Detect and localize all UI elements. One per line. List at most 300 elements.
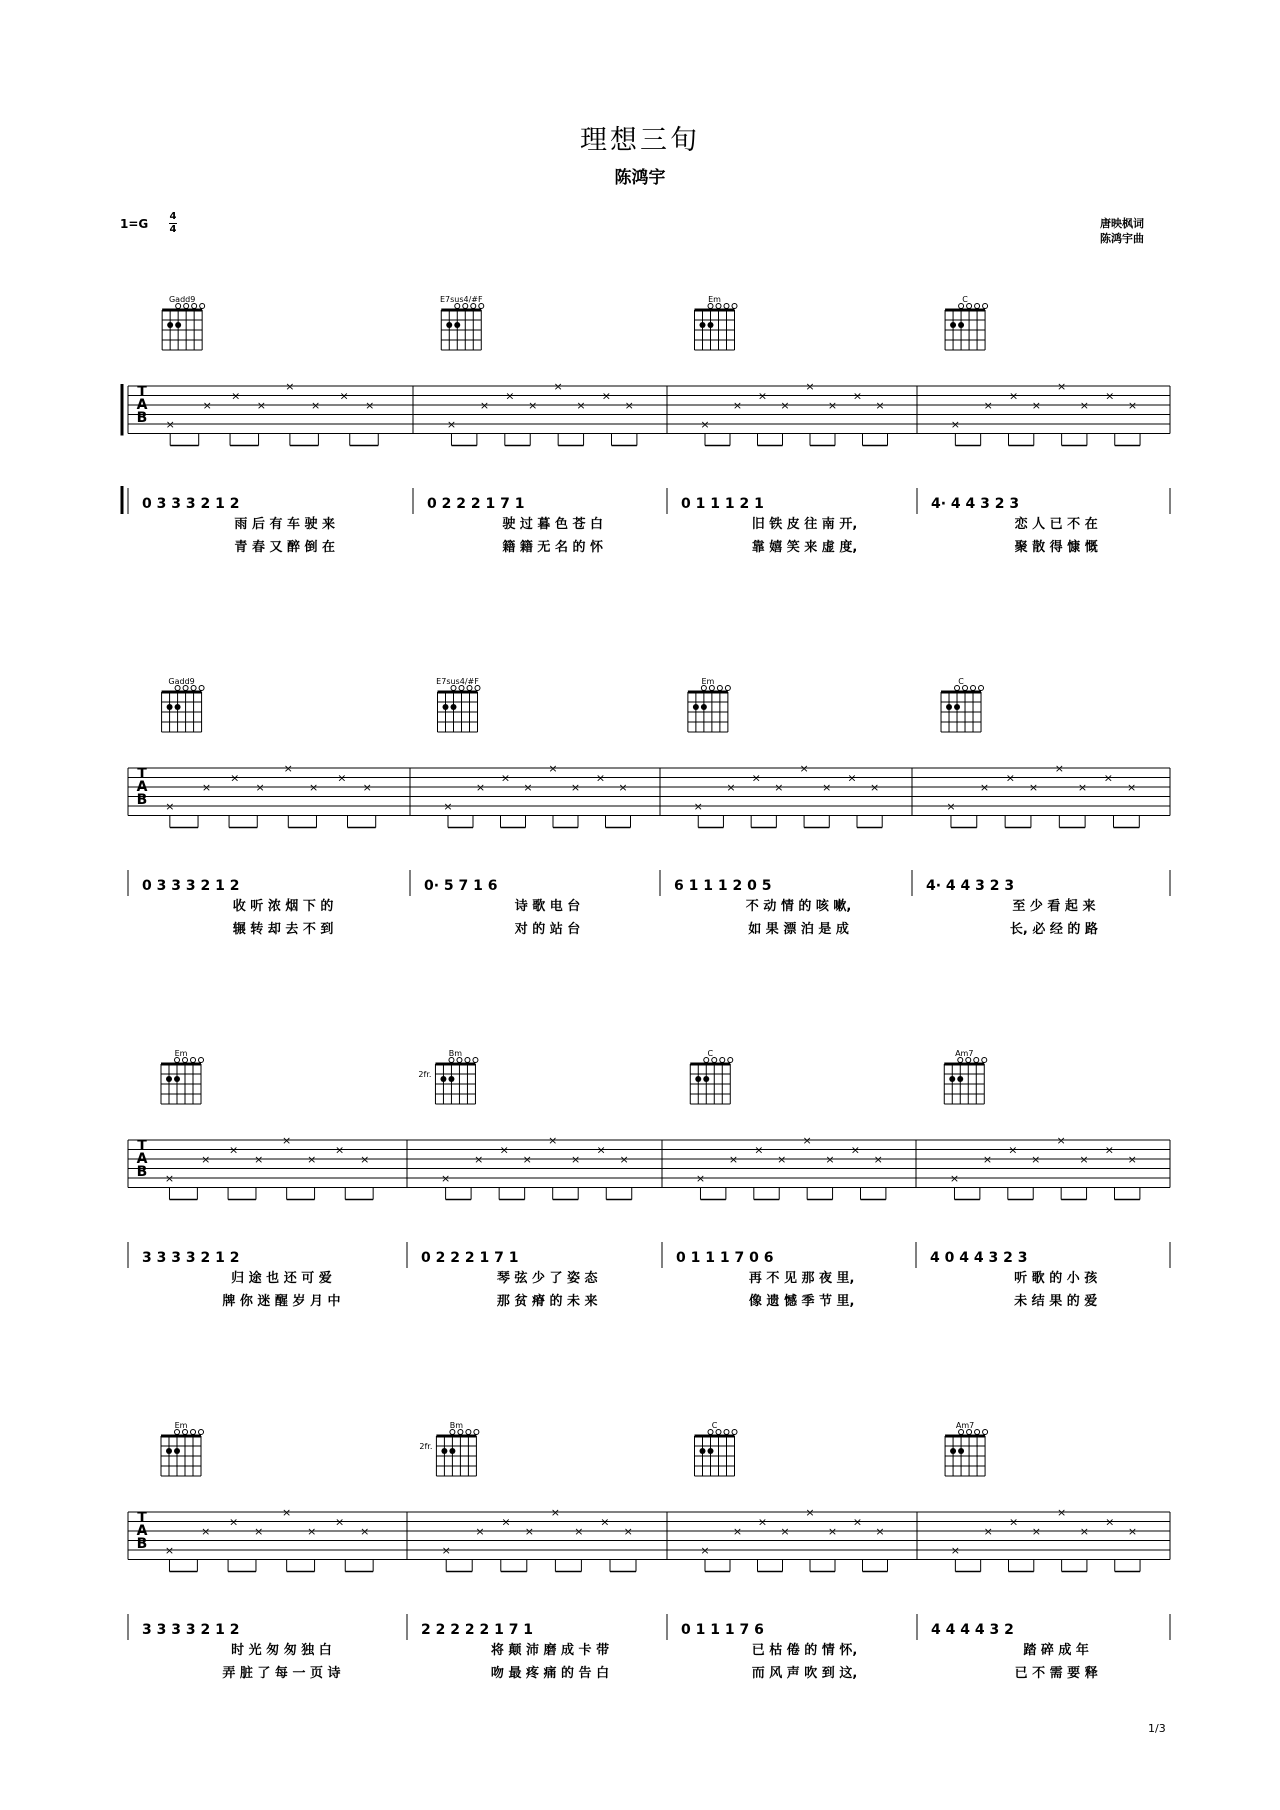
tab-note-mark: × <box>946 800 956 813</box>
tab-note-mark: × <box>231 389 241 403</box>
open-string-marker <box>199 1058 204 1063</box>
open-string-marker <box>191 1058 196 1063</box>
tab-clef-letter: B <box>136 792 148 808</box>
lyrics-verse-2: 籍 籍 无 名 的 怀 <box>502 540 604 555</box>
open-string-marker <box>176 304 181 309</box>
finger-dot <box>700 322 706 328</box>
tab-note-mark: × <box>285 380 295 393</box>
tab-note-mark: × <box>950 418 960 431</box>
open-string-marker <box>967 304 972 309</box>
open-string-marker <box>475 686 480 691</box>
numbered-notes: 4· 4 4 3 2 3 <box>926 878 1015 894</box>
open-string-marker <box>966 1058 971 1063</box>
chord-diagram <box>161 1049 204 1104</box>
chord-diagram <box>418 1049 478 1104</box>
tab-clef-letter: A <box>136 779 148 795</box>
finger-dot <box>954 704 960 710</box>
tab-note-mark: × <box>524 1525 535 1538</box>
tab-note-mark: × <box>774 781 784 794</box>
tab-clef-letter: T <box>137 766 147 782</box>
tab-note-mark: × <box>780 399 790 412</box>
tab-note-mark: × <box>751 771 761 785</box>
open-string-marker <box>704 1058 709 1063</box>
chord-diagram <box>436 677 480 732</box>
fret-label: 2fr. <box>418 1070 432 1079</box>
tab-note-mark: × <box>1127 1525 1138 1538</box>
tab-note-mark: × <box>852 389 863 403</box>
tab-note-mark: × <box>365 399 375 412</box>
open-string-marker <box>975 1430 980 1435</box>
tab-note-mark: × <box>570 781 581 794</box>
numbered-notes: 0 1 1 1 7 6 <box>681 1622 764 1638</box>
open-string-marker <box>474 1430 479 1435</box>
lyrics-verse-2: 如 果 漂 泊 是 成 <box>748 922 849 937</box>
tab-note-mark: × <box>1077 781 1088 794</box>
open-string-marker <box>979 686 984 691</box>
open-string-marker <box>184 304 189 309</box>
lyrics-verse-1: 归 途 也 还 可 爱 <box>231 1271 332 1286</box>
lyrics-verse-2: 聚 散 得 慷 慨 <box>1014 540 1098 555</box>
tab-note-mark: × <box>873 1153 883 1166</box>
finger-dot <box>958 322 964 328</box>
tab-note-mark: × <box>757 389 768 403</box>
tab-clef-letter: A <box>136 397 148 413</box>
chord-name: Em <box>174 1049 188 1058</box>
open-string-marker <box>200 304 205 309</box>
finger-dot <box>958 1448 964 1454</box>
finger-dot <box>950 1448 956 1454</box>
numbered-notes: 4 4 4 4 3 2 <box>931 1622 1014 1638</box>
tab-note-mark: × <box>618 781 628 794</box>
tab-note-mark: × <box>847 771 857 785</box>
tab-note-mark: × <box>360 1525 370 1538</box>
tab-clef-letter: A <box>136 1151 148 1167</box>
open-string-marker <box>716 1430 721 1435</box>
open-string-marker <box>199 686 204 691</box>
finger-dot <box>950 322 956 328</box>
finger-dot <box>708 1448 714 1454</box>
lyrics-verse-1: 时 光 匆 匆 独 白 <box>231 1643 332 1658</box>
tab-note-mark: × <box>165 800 175 813</box>
open-string-marker <box>701 686 706 691</box>
tab-note-mark: × <box>553 380 563 393</box>
lyrics-verse-2: 那 贫 瘠 的 未 来 <box>496 1294 598 1309</box>
tab-note-mark: × <box>1056 1134 1066 1147</box>
numbered-notes: 6 1 1 1 2 0 5 <box>674 878 772 894</box>
open-string-marker <box>457 1058 462 1063</box>
tab-note-mark: × <box>695 1172 706 1185</box>
chord-name: E7sus4/#F <box>436 677 479 686</box>
chord-name: Am7 <box>955 1421 975 1430</box>
tab-note-mark: × <box>1103 771 1113 785</box>
tab-note-mark: × <box>619 1153 629 1166</box>
tab-note-mark: × <box>282 1506 292 1519</box>
tab-note-mark: × <box>596 1143 606 1157</box>
tab-note-mark: × <box>822 781 832 794</box>
tab-note-mark: × <box>548 1134 558 1147</box>
numbered-notes: 0 3 3 3 2 1 2 <box>142 878 240 894</box>
tab-note-mark: × <box>852 1515 863 1529</box>
numbered-notes: 0 1 1 1 2 1 <box>681 496 764 512</box>
tab-note-mark: × <box>201 781 212 794</box>
numbered-notes: 0· 5 7 1 6 <box>424 878 498 894</box>
open-string-marker <box>463 304 468 309</box>
chord-diagram <box>162 295 205 350</box>
open-string-marker <box>975 304 980 309</box>
numbered-notes: 3 3 3 3 2 1 2 <box>142 1622 240 1638</box>
fret-label: 2fr. <box>419 1442 433 1451</box>
tab-note-mark: × <box>693 800 703 813</box>
tab-note-mark: × <box>229 1143 239 1157</box>
numbered-notes: 0 2 2 2 1 7 1 <box>421 1250 519 1266</box>
tab-note-mark: × <box>475 1525 485 1538</box>
tab-clef-letter: T <box>137 1510 147 1526</box>
tab-note-mark: × <box>1127 1153 1137 1166</box>
finger-dot <box>454 322 460 328</box>
tab-note-mark: × <box>595 771 606 785</box>
tab-note-mark: × <box>700 1544 710 1557</box>
open-string-marker <box>983 1430 988 1435</box>
chord-diagram <box>695 295 738 350</box>
chord-name: Am7 <box>955 1049 974 1058</box>
tab-note-mark: × <box>255 781 265 794</box>
open-string-marker <box>967 1430 972 1435</box>
chord-name: Em <box>701 677 715 686</box>
lyrics-verse-1: 恋 人 已 不 在 <box>1014 517 1098 532</box>
tab-note-mark: × <box>623 1525 633 1538</box>
tab-note-mark: × <box>362 781 372 794</box>
tab-note-mark: × <box>499 1143 509 1157</box>
lyrics-verse-2: 辗 转 却 去 不 到 <box>232 922 334 937</box>
chord-diagram <box>161 1421 204 1476</box>
lyrics-verse-1: 雨 后 有 车 驶 来 <box>234 517 336 532</box>
tab-note-mark: × <box>500 771 511 785</box>
finger-dot <box>446 322 452 328</box>
tab-clef-letter: T <box>137 384 147 400</box>
chord-diagram <box>945 295 988 350</box>
numbered-notes: 3 3 3 3 2 1 2 <box>142 1250 240 1266</box>
open-string-marker <box>459 686 464 691</box>
tab-clef-letter: B <box>136 1164 148 1180</box>
tab-note-mark: × <box>571 1153 581 1166</box>
finger-dot <box>703 1076 709 1082</box>
chord-diagram <box>690 1049 733 1104</box>
tab-note-mark: × <box>624 399 634 412</box>
finger-dot <box>701 704 707 710</box>
open-string-marker <box>983 304 988 309</box>
finger-dot <box>174 1448 180 1454</box>
open-string-marker <box>175 1058 180 1063</box>
chord-name: Bm <box>449 1421 464 1430</box>
open-string-marker <box>712 1058 717 1063</box>
open-string-marker <box>959 1430 964 1435</box>
lyrics-verse-1: 不 动 情 的 咳 嗽, <box>745 899 852 914</box>
tab-note-mark: × <box>1105 389 1115 403</box>
finger-dot <box>440 1076 446 1082</box>
tab-note-mark: × <box>254 1525 264 1538</box>
finger-dot <box>448 1076 454 1082</box>
open-string-marker <box>449 1058 454 1063</box>
finger-dot <box>167 704 173 710</box>
numbered-notes: 2 2 2 2 2 1 7 1 <box>421 1622 534 1638</box>
tab-note-mark: × <box>1008 1515 1019 1529</box>
open-string-marker <box>959 304 964 309</box>
tab-clef-letter: T <box>137 1138 147 1154</box>
tab-note-mark: × <box>335 1143 345 1157</box>
open-string-marker <box>467 686 472 691</box>
tab-note-mark: × <box>1008 389 1019 403</box>
chord-name: Em <box>174 1421 188 1430</box>
tab-note-mark: × <box>825 1153 835 1166</box>
tab-note-mark: × <box>700 418 710 431</box>
chord-diagram <box>941 677 984 732</box>
finger-dot <box>946 704 952 710</box>
open-string-marker <box>708 1430 713 1435</box>
tab-note-mark: × <box>777 1153 787 1166</box>
tab-note-mark: × <box>1079 399 1089 412</box>
finger-dot <box>449 1448 455 1454</box>
page-number: 1/3 <box>1148 1722 1166 1735</box>
tab-note-mark: × <box>523 781 533 794</box>
tab-note-mark: × <box>337 771 347 785</box>
lyrics-verse-1: 再 不 见 那 夜 里, <box>748 1271 855 1286</box>
finger-dot <box>949 1076 955 1082</box>
lyrics-verse-1: 诗 歌 电 台 <box>514 899 581 914</box>
lyrics-verse-2: 未 结 果 的 爱 <box>1014 1294 1098 1309</box>
open-string-marker <box>183 686 188 691</box>
finger-dot <box>175 322 181 328</box>
tab-note-mark: × <box>726 781 736 794</box>
chord-diagram <box>695 1421 738 1476</box>
tab-note-mark: × <box>732 1525 743 1538</box>
tab-note-mark: × <box>950 1544 960 1557</box>
chord-name: C <box>962 295 968 304</box>
tab-note-mark: × <box>254 1153 264 1166</box>
open-string-marker <box>982 1058 987 1063</box>
tab-note-mark: × <box>979 781 990 794</box>
open-string-marker <box>963 686 968 691</box>
tab-note-mark: × <box>164 1544 175 1557</box>
lyrics-verse-1: 驶 过 暮 色 苍 白 <box>502 517 604 532</box>
tab-note-mark: × <box>230 771 240 785</box>
tab-note-mark: × <box>949 1172 960 1185</box>
finger-dot <box>166 1448 172 1454</box>
tab-note-mark: × <box>799 762 809 775</box>
tab-note-mark: × <box>1105 1515 1115 1529</box>
time-signature-top: 4 <box>169 211 177 222</box>
tab-note-mark: × <box>576 399 586 412</box>
lyrics-verse-2: 牌 你 迷 醒 岁 月 中 <box>222 1294 341 1309</box>
lyrics-verse-1: 听 歌 的 小 孩 <box>1014 1271 1098 1286</box>
lyrics-verse-2: 已 不 需 要 释 <box>1014 1666 1098 1681</box>
tab-note-mark: × <box>1079 1525 1089 1538</box>
tab-note-mark: × <box>164 1172 175 1185</box>
lyricist-credit: 唐映枫词 <box>1100 217 1144 230</box>
open-string-marker <box>473 1058 478 1063</box>
tab-note-mark: × <box>850 1143 861 1157</box>
tab-note-mark: × <box>310 399 321 412</box>
tab-note-mark: × <box>780 1525 790 1538</box>
lyrics-verse-2: 而 风 声 吹 到 这, <box>751 1666 858 1681</box>
tab-note-mark: × <box>309 781 319 794</box>
chord-name: Gadd9 <box>168 677 195 686</box>
tab-note-mark: × <box>229 1515 239 1529</box>
open-string-marker <box>450 1430 455 1435</box>
finger-dot <box>175 704 181 710</box>
lyrics-verse-2: 吻 最 疼 痛 的 告 白 <box>490 1666 610 1681</box>
tab-note-mark: × <box>505 389 515 403</box>
finger-dot <box>451 704 457 710</box>
open-string-marker <box>199 1430 204 1435</box>
finger-dot <box>166 1076 172 1082</box>
tab-note-mark: × <box>1127 399 1138 412</box>
tab-note-mark: × <box>1057 1506 1067 1519</box>
tab-note-mark: × <box>1057 380 1067 393</box>
open-string-marker <box>958 1058 963 1063</box>
lyrics-verse-1: 将 颠 沛 磨 成 卡 带 <box>490 1643 610 1658</box>
tab-note-mark: × <box>479 399 490 412</box>
composer-credit: 陈鸿宇曲 <box>1100 232 1144 245</box>
tab-note-mark: × <box>443 800 453 813</box>
finger-dot <box>693 704 699 710</box>
lyrics-verse-1: 至 少 看 起 来 <box>1012 899 1096 914</box>
artist-name: 陈鸿宇 <box>614 168 666 188</box>
chord-diagram <box>419 1421 479 1476</box>
numbered-notes: 4 0 4 4 3 2 3 <box>930 1250 1028 1266</box>
tab-note-mark: × <box>360 1153 370 1166</box>
open-string-marker <box>175 1430 180 1435</box>
tab-note-mark: × <box>1031 1525 1041 1538</box>
numbered-notes: 0 3 3 3 2 1 2 <box>142 496 240 512</box>
tab-note-mark: × <box>528 399 538 412</box>
chord-name: C <box>958 677 964 686</box>
open-string-marker <box>709 686 714 691</box>
tab-note-mark: × <box>440 1172 451 1185</box>
open-string-marker <box>720 1058 725 1063</box>
open-string-marker <box>732 304 737 309</box>
tab-note-mark: × <box>282 1134 292 1147</box>
song-title: 理想三旬 <box>580 125 700 156</box>
tab-note-mark: × <box>522 1153 532 1166</box>
tab-note-mark: × <box>875 1525 885 1538</box>
tab-note-mark: × <box>754 1143 764 1157</box>
tab-note-mark: × <box>1008 1143 1018 1157</box>
open-string-marker <box>732 1430 737 1435</box>
key-signature: 1=G <box>120 217 149 231</box>
tab-note-mark: × <box>501 1515 511 1529</box>
open-string-marker <box>716 304 721 309</box>
chord-name: C <box>707 1049 714 1058</box>
lyrics-verse-1: 踏 碎 成 年 <box>1023 1643 1089 1658</box>
finger-dot <box>700 1448 706 1454</box>
chord-name: C <box>711 1421 718 1430</box>
tab-note-mark: × <box>805 380 815 393</box>
lyrics-verse-2: 对 的 站 台 <box>514 922 581 937</box>
tab-note-mark: × <box>574 1525 584 1538</box>
tab-note-mark: × <box>1054 762 1064 775</box>
tab-note-mark: × <box>446 418 457 431</box>
numbered-notes: 4· 4 4 3 2 3 <box>931 496 1020 512</box>
chord-name: Bm <box>448 1049 463 1058</box>
tab-note-mark: × <box>600 1515 610 1529</box>
open-string-marker <box>974 1058 979 1063</box>
chord-name: E7sus4/#F <box>439 295 483 304</box>
lyrics-verse-1: 旧 铁 皮 往 南 开, <box>751 517 858 532</box>
tab-note-mark: × <box>307 1153 317 1166</box>
open-string-marker <box>466 1430 471 1435</box>
open-string-marker <box>191 686 196 691</box>
tab-note-mark: × <box>283 762 293 775</box>
chord-diagram <box>945 1421 988 1476</box>
tab-note-mark: × <box>201 1153 211 1166</box>
tab-note-mark: × <box>827 1525 838 1538</box>
open-string-marker <box>471 304 476 309</box>
open-string-marker <box>724 304 729 309</box>
lyrics-verse-1: 琴 弦 少 了 姿 态 <box>496 1271 598 1286</box>
tab-note-mark: × <box>548 762 558 775</box>
tab-clef-letter: A <box>136 1523 148 1539</box>
tab-note-mark: × <box>335 1515 345 1529</box>
open-string-marker <box>971 686 976 691</box>
chord-diagram <box>440 295 484 350</box>
open-string-marker <box>455 304 460 309</box>
tab-note-mark: × <box>601 389 612 403</box>
tab-note-mark: × <box>1028 781 1039 794</box>
tab-note-mark: × <box>1031 399 1041 412</box>
finger-dot <box>167 322 173 328</box>
lyrics-verse-2: 像 遗 憾 季 节 里, <box>748 1294 855 1309</box>
tab-note-mark: × <box>165 418 175 431</box>
tab-clef-letter: B <box>136 1536 148 1552</box>
open-string-marker <box>717 686 722 691</box>
tab-note-mark: × <box>983 1525 993 1538</box>
open-string-marker <box>175 686 180 691</box>
open-string-marker <box>955 686 960 691</box>
numbered-notes: 0 1 1 1 7 0 6 <box>676 1250 774 1266</box>
chord-diagram <box>944 1049 987 1104</box>
tab-note-mark: × <box>307 1525 317 1538</box>
lyrics-verse-2: 弄 脏 了 每 一 页 诗 <box>222 1666 341 1681</box>
tab-note-mark: × <box>474 1153 484 1166</box>
chord-name: Em <box>708 295 721 304</box>
tab-note-mark: × <box>728 1153 739 1166</box>
open-string-marker <box>192 304 197 309</box>
finger-dot <box>443 704 449 710</box>
tab-note-mark: × <box>1005 771 1015 785</box>
lyrics-verse-1: 已 枯 倦 的 情 怀, <box>751 1643 858 1658</box>
tab-note-mark: × <box>802 1134 812 1147</box>
finger-dot <box>957 1076 963 1082</box>
open-string-marker <box>708 304 713 309</box>
chord-name: Gadd9 <box>168 295 196 304</box>
finger-dot <box>695 1076 701 1082</box>
tab-note-mark: × <box>875 399 885 412</box>
lyrics-verse-2: 长, 必 经 的 路 <box>1009 922 1098 937</box>
open-string-marker <box>724 1430 729 1435</box>
open-string-marker <box>183 1430 188 1435</box>
tab-note-mark: × <box>441 1544 451 1557</box>
open-string-marker <box>183 1058 188 1063</box>
tab-note-mark: × <box>1126 781 1137 794</box>
tab-note-mark: × <box>1031 1153 1041 1166</box>
tab-note-mark: × <box>256 399 267 412</box>
lyrics-verse-2: 靠 嬉 笑 来 虚 度, <box>751 540 858 555</box>
tab-note-mark: × <box>982 1153 993 1166</box>
open-string-marker <box>191 1430 196 1435</box>
finger-dot <box>174 1076 180 1082</box>
tab-note-mark: × <box>983 399 993 412</box>
open-string-marker <box>465 1058 470 1063</box>
